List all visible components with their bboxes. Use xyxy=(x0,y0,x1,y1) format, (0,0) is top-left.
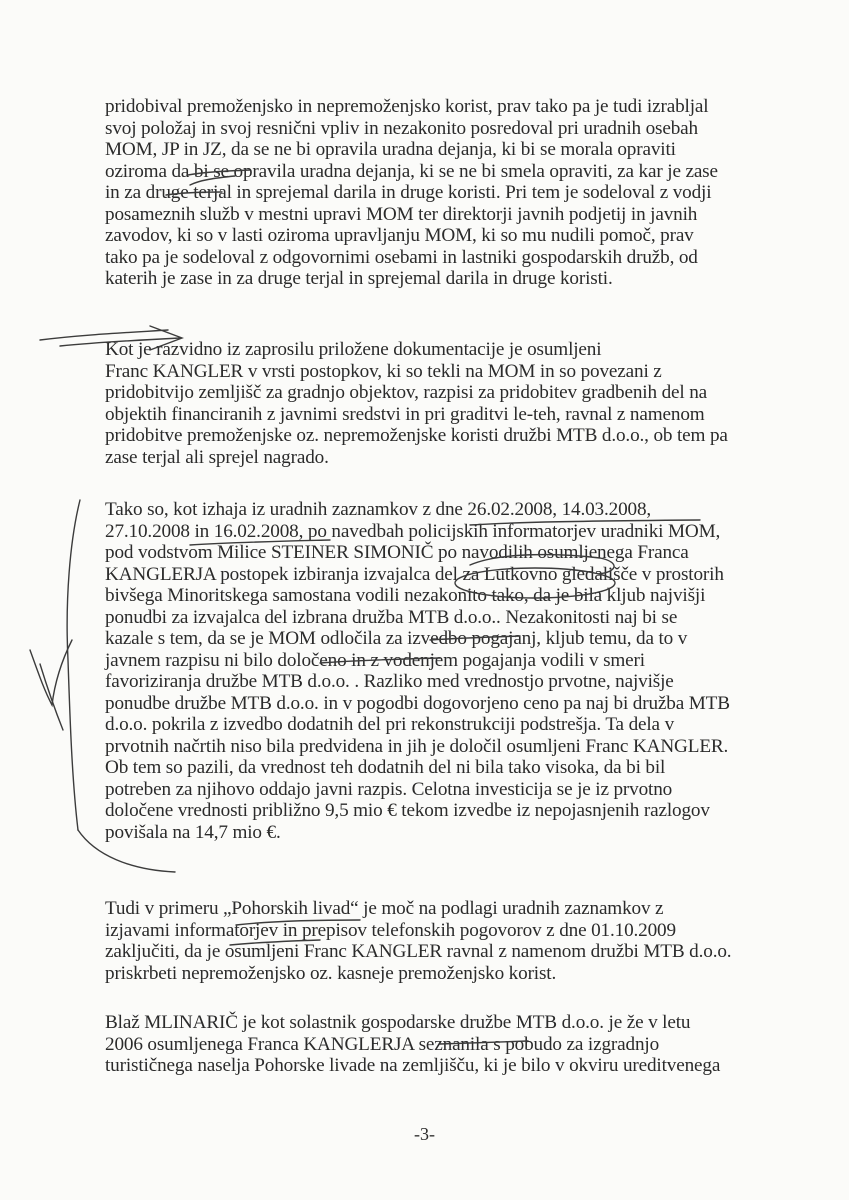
text-line: objektih financiranih z javnimi sredstvi in pri graditvi le-teh, ravnal z namenom xyxy=(105,403,705,425)
text-line: pridobitve premoženjske oz. nepremoženjske koristi družbi MTB d.o.o., ob tem pa xyxy=(105,425,728,446)
text-line: Blaž MLINARIČ je kot solastnik gospodarske družbe MTB d.o.o. je že v letu xyxy=(105,1012,691,1033)
text-line: pridobitvijo zemljišč za gradnjo objektov, razpisi za pridobitev gradbenih del na xyxy=(105,382,708,403)
text-line: ponudbe družbe MTB d.o.o. in v pogodbi dogovorjeno ceno pa naj bi družba MTB xyxy=(105,692,730,714)
paragraph-3 xyxy=(105,499,795,843)
paragraph-4 xyxy=(105,898,795,984)
text-line: svoj položaj in svoj resnični vpliv in nezakonito posredoval pri uradnih osebah xyxy=(105,117,698,139)
text-line: KANGLERJA postopek izbiranja izvajalca del za Lutkovno gledališče v prostorih xyxy=(105,563,724,585)
text-line: Tako so, kot izhaja iz uradnih zaznamkov z dne 26.02.2008, 14.03.2008, xyxy=(105,499,652,520)
text-line: zase terjal ali sprejel nagrado. xyxy=(105,446,329,468)
text-line: potreben za njihovo oddajo javni razpis. Celotna investicija se je iz prvotno xyxy=(105,778,673,800)
text-line: favoriziranja družbe MTB d.o.o. . Razliko med vrednostjo prvotne, najvišje xyxy=(105,671,674,692)
text-line: in za druge terjal in sprejemal darila in druge koristi. Pri tem je sodeloval z vodji xyxy=(105,182,712,203)
text-line: Kot je razvidno iz zaprosilu priložene dokumentacije je osumljeni xyxy=(105,339,602,360)
text-line: d.o.o. pokrila z izvedbo dodatnih del pri rekonstrukciji podstrešja. Ta dela v xyxy=(105,714,675,735)
text-line: MOM, JP in JZ, da se ne bi opravila uradna dejanja, ki bi se morala opraviti xyxy=(105,139,676,160)
text-line: javnem razpisu ni bilo določeno in z vodenjem pogajanja vodili v smeri xyxy=(105,649,645,671)
text-line: zavodov, ki so v lasti oziroma upravljanju MOM, ki so mu nudili pomoč, prav xyxy=(105,225,694,246)
text-line: pridobival premoženjsko in nepremoženjsko korist, prav tako pa je tudi izrabljal xyxy=(105,96,709,117)
text-line: prvotnih načrtih niso bila predvidena in jih je določil osumljeni Franc KANGLER. xyxy=(105,735,729,757)
text-line: kazale s tem, da se je MOM odločila za izvedbo pogajanj, kljub temu, da to v xyxy=(105,628,688,649)
text-line: priskrbeti nepremoženjsko oz. kasneje premoženjsko korist. xyxy=(105,962,557,984)
text-line: posameznih služb v mestni upravi MOM ter direktorji javnih podjetij in javnih xyxy=(105,203,698,225)
text-line: tako pa je sodeloval z odgovornimi osebami in lastniki gospodarskih družb, od xyxy=(105,246,698,268)
text-line: katerih je zase in za druge terjal in sprejemal darila in druge koristi. xyxy=(105,268,613,289)
text-line: povišala na 14,7 mio €. xyxy=(105,821,281,843)
text-line: turističnega naselja Pohorske livade na zemljišču, ki je bilo v okviru ureditvenega xyxy=(105,1055,721,1076)
paragraph-1 xyxy=(105,96,795,290)
text-line: 2006 osumljenega Franca KANGLERJA seznanila s pobudo za izgradnjo xyxy=(105,1033,660,1055)
text-line: pod vodstvom Milice STEINER SIMONIČ po navodilih osumljenega Franca xyxy=(105,542,689,563)
text-line: bivšega Minoritskega samostana vodili nezakonito tako, da je bila kljub najvišji xyxy=(105,585,706,606)
text-line: Franc KANGLER v vrsti postopkov, ki so tekli na MOM in so povezani z xyxy=(105,360,662,382)
text-line: oziroma da bi se opravila uradna dejanja, ki se ne bi smela opraviti, za kar je zase xyxy=(105,160,718,182)
text-line: določene vrednosti približno 9,5 mio € tekom izvedbe iz nepojasnjenih razlogov xyxy=(105,800,710,821)
text-line: 27.10.2008 in 16.02.2008, po navedbah policijskih informatorjev uradniki MOM, xyxy=(105,520,721,542)
paragraph-5 xyxy=(105,1012,795,1077)
text-line: ponudbi za izvajalca del izbrana družba MTB d.o.o.. Nezakonitosti naj bi se xyxy=(105,606,678,628)
paragraph-2 xyxy=(105,339,795,468)
page-number: -3- xyxy=(414,1124,435,1144)
text-line: izjavami informatorjev in prepisov telefonskih pogovorov z dne 01.10.2009 xyxy=(105,919,676,941)
text-line: Tudi v primeru „Pohorskih livad“ je moč na podlagi uradnih zaznamkov z xyxy=(105,898,664,919)
text-line: Ob tem so pazili, da vrednost teh dodatnih del ni bila tako visoka, da bi bil xyxy=(105,757,666,778)
text-line: zaključiti, da je osumljeni Franc KANGLER ravnal z namenom družbi MTB d.o.o. xyxy=(105,941,732,962)
